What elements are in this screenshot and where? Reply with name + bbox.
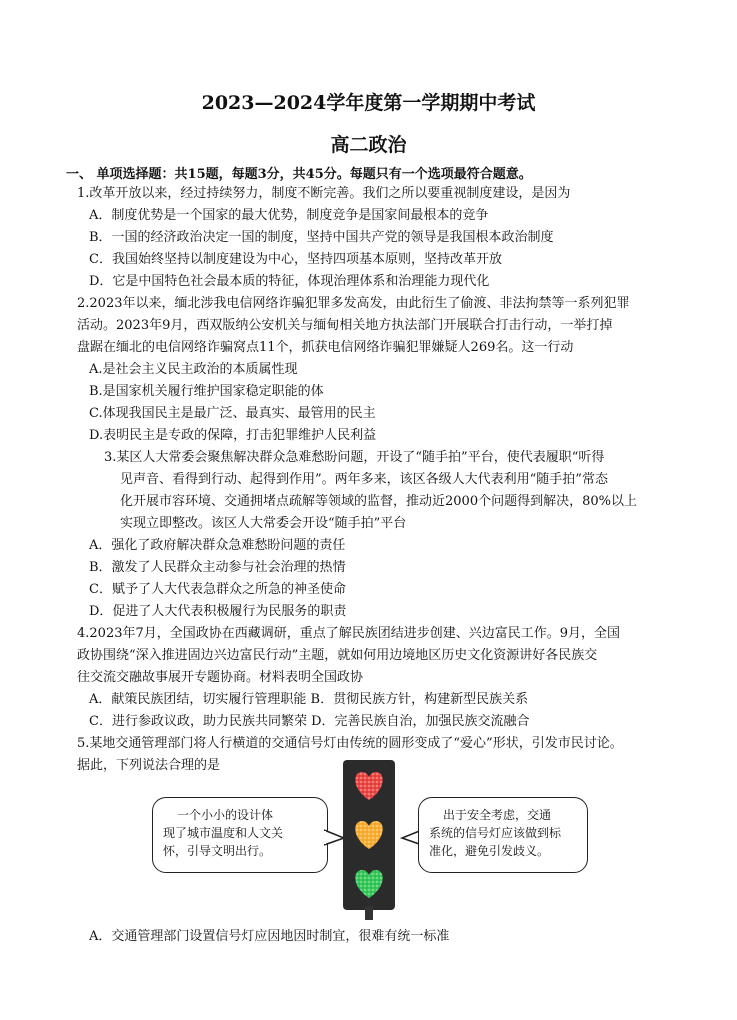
question-1-option-c: C．我国始终坚持以制度建设为中心，坚持四项基本原则，坚持改革开放	[89, 252, 502, 267]
question-3-option-d: D．促进了人大代表积极履行为民服务的职责	[89, 604, 347, 619]
speech-bubble-left	[152, 797, 328, 873]
amber-heart-icon	[355, 821, 382, 849]
question-4-stem-line: 4.2023年7月，全国政协在西藏调研，重点了解民族团结进步创建、兴边富民工作。9月，全国	[77, 626, 621, 641]
question-3-option-b: B．激发了人民群众主动参与社会治理的热情	[89, 560, 346, 575]
bubble-right-line: 系统的信号灯应该做到标	[429, 826, 562, 840]
question-3-stem-line: 3.某区人大常委会聚焦解决群众急难愁盼问题，开设了“随手拍”平台，使代表履职“听得	[104, 450, 605, 465]
question-1-option-b: B．一国的经济政治决定一国的制度，坚持中国共产党的领导是我国根本政治制度	[89, 230, 554, 245]
traffic-light-image	[343, 760, 395, 910]
question-2-stem-line: 活动。2023年9月，西双版纳公安机关与缅甸相关地方执法部门开展联合打击行动，一举打掉	[77, 318, 613, 333]
exam-subtitle: 高二政治	[330, 134, 407, 156]
bubble-left-line: 现了城市温度和人文关	[163, 826, 284, 840]
heart-lights	[343, 760, 395, 910]
question-1-stem: 1.改革开放以来，经过持续努力，制度不断完善。我们之所以要重视制度建设，是因为	[77, 186, 571, 201]
question-3-stem-line: 化开展市容环境、交通拥堵点疏解等领域的监督，推动近2000个问题得到解决，80%以上	[120, 494, 637, 509]
question-2-option-d: D.表明民主是专政的保障，打击犯罪维护人民利益	[89, 428, 377, 443]
question-1-option-a: A．制度优势是一个国家的最大优势，制度竞争是国家间最根本的竞争	[89, 208, 489, 223]
question-4-stem-line: 往交流交融故事展开专题协商。材料表明全国政协	[77, 670, 364, 685]
green-heart-icon	[355, 870, 382, 898]
question-2-option-a: A.是社会主义民主政治的本质属性现	[89, 362, 298, 377]
traffic-light-pole	[365, 906, 373, 920]
bubble-right-line: 准化，避免引发歧义。	[429, 844, 550, 858]
question-3-stem-line: 实现立即整改。该区人大常委会开设“随手拍”平台	[120, 516, 407, 531]
exam-title: 2023—2024学年度第一学期期中考试	[201, 92, 536, 114]
red-heart-icon	[355, 772, 382, 800]
question-3-stem-line: 见声音、看得到行动、起得到作用”。两年多来，该区各级人大代表利用“随手拍”常态	[120, 472, 608, 487]
question-3-option-a: A．强化了政府解决群众急难愁盼问题的责任	[89, 538, 346, 553]
question-5-stem-line: 据此，下列说法合理的是	[77, 758, 221, 773]
question-4-options-cd: C．进行参政议政，助力民族共同繁荣 D．完善民族自治，加强民族交流融合	[89, 714, 530, 729]
question-1-option-d: D．它是中国特色社会最本质的特征，体现治理体系和治理能力现代化	[89, 274, 490, 289]
bubble-right-line: 出于安全考虑，交通	[443, 808, 552, 822]
question-2-stem-line: 盘踞在缅北的电信网络诈骗窝点11个，抓获电信网络诈骗犯罪嫌疑人269名。这一行动	[77, 340, 574, 355]
question-4-options-ab: A．献策民族团结，切实履行管理职能 B．贯彻民族方针，构建新型民族关系	[89, 692, 529, 707]
question-2-option-b: B.是国家机关履行维护国家稳定职能的体	[89, 384, 324, 399]
speech-bubble-right	[418, 797, 588, 873]
question-5-stem-line: 5.某地交通管理部门将人行横道的交通信号灯由传统的圆形变成了“爱心”形状，引发市民讨论。	[77, 736, 623, 751]
bubble-left-line: 怀，引导文明出行。	[163, 844, 272, 858]
question-5-option-a: A．交通管理部门设置信号灯应因地因时制宜，很难有统一标准	[89, 929, 450, 944]
question-2-stem-line: 2.2023年以来，缅北涉我电信网络诈骗犯罪多发高发，由此衍生了偷渡、非法拘禁等一系列犯罪	[77, 296, 630, 311]
question-2-option-c: C.体现我国民主是最广泛、最真实、最管用的民主	[89, 406, 376, 421]
question-4-stem-line: 政协围绕“深入推进固边兴边富民行动”主题，就如何用边境地区历史文化资源讲好各民族交	[77, 648, 598, 663]
bubble-left-line: 一个小小的设计体	[177, 808, 274, 822]
section-heading: 一、 单项选择题：共15题，每题3分，共45分。每题只有一个选项最符合题意。	[66, 167, 532, 182]
question-3-option-c: C．赋予了人大代表急群众之所急的神圣使命	[89, 582, 346, 597]
